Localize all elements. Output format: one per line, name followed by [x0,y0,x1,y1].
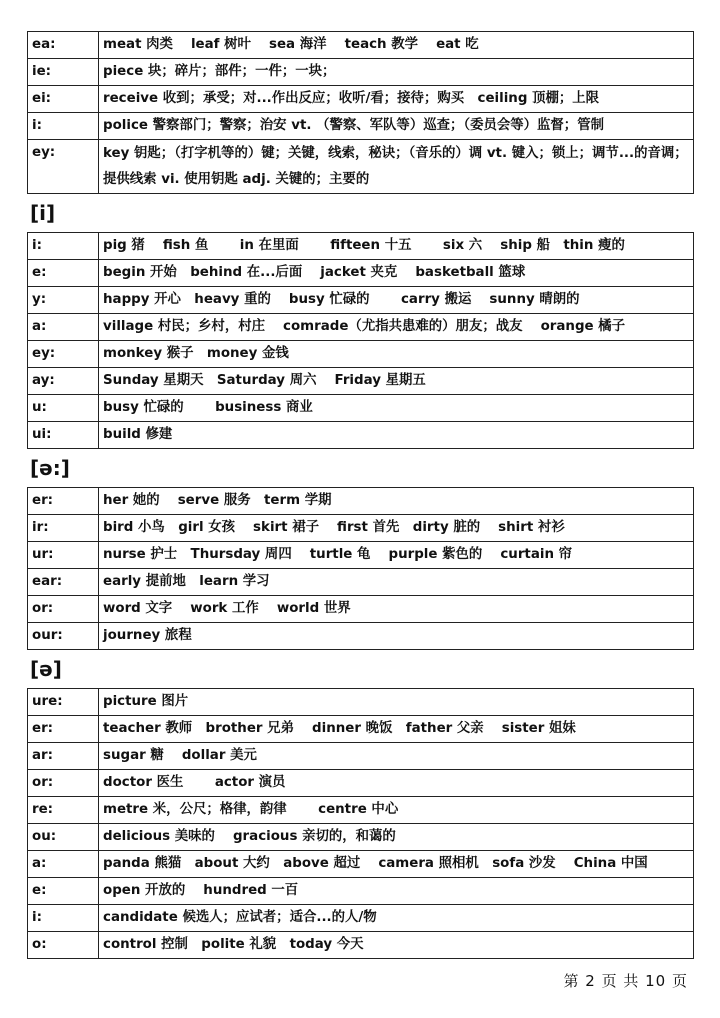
word-list: nurse 护士 Thursday 周四 turtle 龟 purple 紫色的 curtain 帘 [99,542,694,569]
word-list: bird 小鸟 girl 女孩 skirt 裙子 first 首先 dirty 脏的 shirt 衬衫 [99,515,694,542]
table-row [28,422,694,449]
table-row [28,233,694,260]
word-list: picture 图片 [99,689,694,716]
word-list: monkey 猴子 money 金钱 [99,341,694,368]
spelling-key: ar: [28,743,99,770]
spelling-key: our: [28,623,99,650]
word-list: candidate 候选人；应试者；适合...的人/物 [99,905,694,932]
spelling-key: a: [28,851,99,878]
table-row [28,515,694,542]
word-list: teacher 教师 brother 兄弟 dinner 晚饭 father 父亲 sister 姐妹 [99,716,694,743]
word-list: metre 米，公尺；格律，韵律 centre 中心 [99,797,694,824]
table-row [28,743,694,770]
word-list: build 修建 [99,422,694,449]
word-list: Sunday 星期天 Saturday 周六 Friday 星期五 [99,368,694,395]
table-row [28,86,694,113]
word-list: control 控制 polite 礼貌 today 今天 [99,932,694,959]
spelling-key: ur: [28,542,99,569]
table-row [28,596,694,623]
word-list: pig 猪 fish 鱼 in 在里面 fifteen 十五 six 六 ship 船 thin 瘦的 [99,233,694,260]
table-section-1 [27,31,694,194]
table-row [28,113,694,140]
table-row [28,32,694,59]
word-list: piece 块；碎片；部件；一件；一块； [99,59,694,86]
table-row [28,851,694,878]
word-list: police 警察部门；警察；治安 vt. （警察、军队等）巡查；（委员会等）监督；管制 [99,113,694,140]
table-row [28,716,694,743]
page-number: 第 2 页 共 10 页 [563,972,688,990]
word-list: begin 开始 behind 在...后面 jacket 夹克 basketball 篮球 [99,260,694,287]
spelling-key: er: [28,716,99,743]
spelling-key: er: [28,488,99,515]
spelling-key: ou: [28,824,99,851]
word-list: receive 收到；承受；对...作出反应；收听/看；接待；购买 ceiling 顶棚；上限 [99,86,694,113]
spelling-key: ea: [28,32,99,59]
spelling-key: i: [28,905,99,932]
word-list: journey 旅程 [99,623,694,650]
table-row [28,488,694,515]
table-row [28,623,694,650]
word-list: sugar 糖 dollar 美元 [99,743,694,770]
table-row [28,260,694,287]
spelling-key: ui: [28,422,99,449]
spelling-key: i: [28,113,99,140]
word-list: her 她的 serve 服务 term 学期 [99,488,694,515]
table-section-2 [27,232,694,449]
spelling-key: ey: [28,140,99,194]
spelling-key: y: [28,287,99,314]
table-row [28,287,694,314]
table-section-3 [27,487,694,650]
spelling-key: e: [28,260,99,287]
word-list: delicious 美味的 gracious 亲切的，和蔼的 [99,824,694,851]
spelling-key: i: [28,233,99,260]
spelling-key: ey: [28,341,99,368]
table-row [28,140,694,194]
vocabulary-page [27,31,694,959]
word-list: doctor 医生 actor 演员 [99,770,694,797]
word-list: happy 开心 heavy 重的 busy 忙碌的 carry 搬运 sunny 晴朗的 [99,287,694,314]
spelling-key: ir: [28,515,99,542]
phonetic-heading: [i] [30,201,56,225]
word-list: key 钥匙；（打字机等的）键；关键，线索，秘诀；（音乐的）调 vt. 键入；锁上；调节...的音调；提供线索 vi. 使用钥匙 adj. 关键的；主要的 [99,140,694,194]
table-row [28,314,694,341]
spelling-key: ie: [28,59,99,86]
spelling-key: a: [28,314,99,341]
table-row [28,368,694,395]
table-row [28,689,694,716]
spelling-key: or: [28,596,99,623]
table-row [28,569,694,596]
spelling-key: u: [28,395,99,422]
word-list: village 村民；乡村，村庄 comrade（尤指共患难的）朋友；战友 orange 橘子 [99,314,694,341]
table-row [28,824,694,851]
table-row [28,797,694,824]
spelling-key: ay: [28,368,99,395]
word-list: open 开放的 hundred 一百 [99,878,694,905]
word-list: meat 肉类 leaf 树叶 sea 海洋 teach 教学 eat 吃 [99,32,694,59]
table-row [28,395,694,422]
word-list: busy 忙碌的 business 商业 [99,395,694,422]
table-row [28,341,694,368]
table-row [28,932,694,959]
spelling-key: ure: [28,689,99,716]
spelling-key: ear: [28,569,99,596]
phonetic-heading: [ə:] [30,456,70,480]
table-row [28,59,694,86]
spelling-key: ei: [28,86,99,113]
phonetic-heading: [ə] [30,657,62,681]
table-row [28,905,694,932]
table-row [28,878,694,905]
table-row [28,542,694,569]
spelling-key: e: [28,878,99,905]
spelling-key: or: [28,770,99,797]
word-list: word 文字 work 工作 world 世界 [99,596,694,623]
table-section-4 [27,688,694,959]
spelling-key: o: [28,932,99,959]
spelling-key: re: [28,797,99,824]
word-list: early 提前地 learn 学习 [99,569,694,596]
table-row [28,770,694,797]
word-list: panda 熊猫 about 大约 above 超过 camera 照相机 sofa 沙发 China 中国 [99,851,694,878]
